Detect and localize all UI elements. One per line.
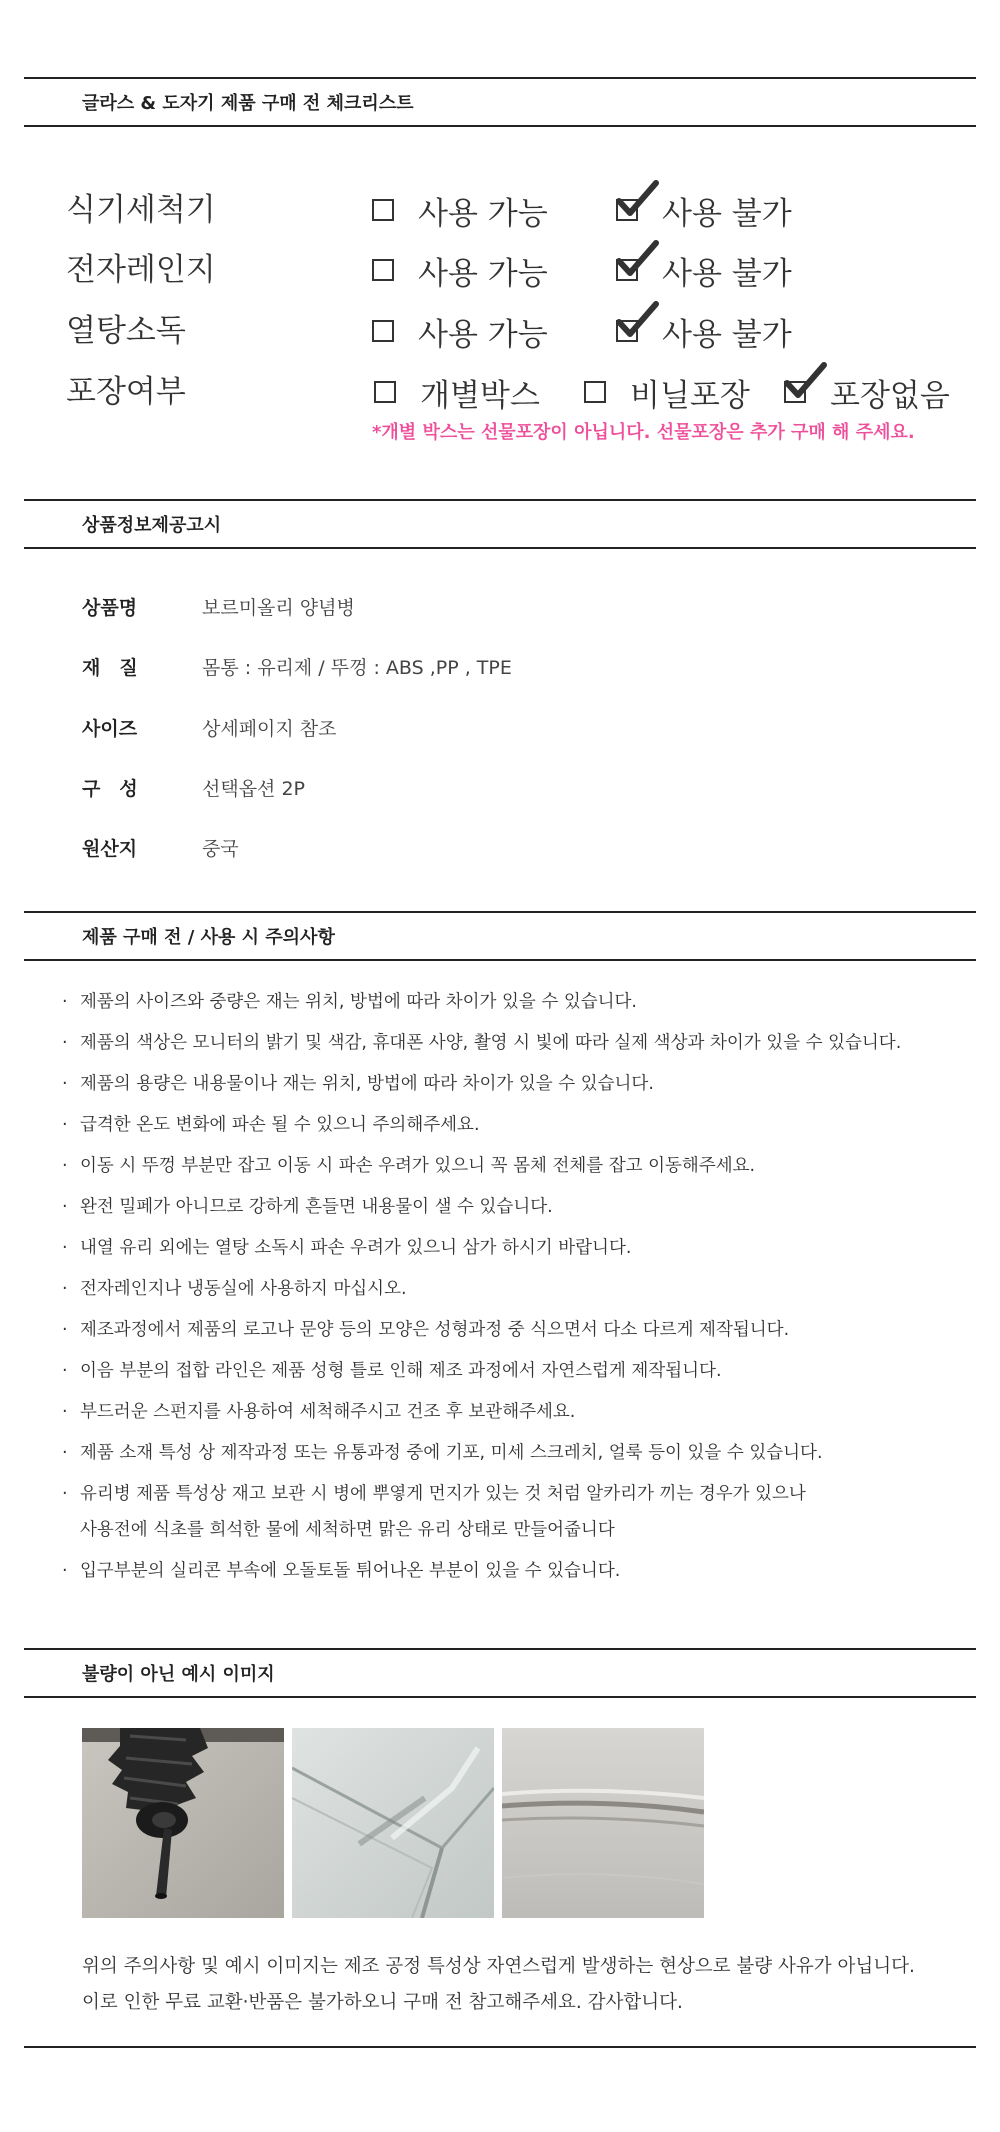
info-key: 구 성 — [82, 778, 138, 800]
checklist-label: 전자레인지 — [66, 252, 216, 288]
note-text: 제품의 색상은 모니터의 밝기 및 색감, 휴대폰 사양, 촬영 시 빛에 따라 실제 색상과 차이가 있을 수 있습니다. — [80, 1033, 902, 1053]
bullet: · — [62, 992, 68, 1012]
note-text: 유리병 제품 특성상 재고 보관 시 병에 뿌옇게 먼지가 있는 것 처럼 알카리가 끼는 경우가 있으나 — [80, 1484, 806, 1504]
bullet: · — [62, 1484, 68, 1504]
info-key: 사이즈 — [82, 718, 138, 740]
checklist-label: 열탕소독 — [66, 313, 186, 349]
bullet: · — [62, 1279, 68, 1299]
list-item — [60, 1234, 980, 1275]
option-label: 개별박스 — [420, 377, 540, 414]
list-item — [60, 1193, 980, 1234]
option-label: 사용 가능 — [418, 255, 548, 292]
note-text: 제품의 사이즈와 중량은 재는 위치, 방법에 따라 차이가 있을 수 있습니다. — [80, 992, 637, 1012]
info-header — [24, 499, 976, 549]
note-text: 내열 유리 외에는 열탕 소독시 파손 우려가 있으니 삼가 하시기 바랍니다. — [80, 1238, 632, 1258]
info-value: 몸통 : 유리제 / 뚜껑 : ABS ,PP , TPE — [202, 657, 512, 679]
bullet: · — [62, 1320, 68, 1340]
info-value: 선택옵션 2P — [202, 778, 306, 800]
option-box — [374, 367, 540, 417]
option-label: 사용 가능 — [418, 195, 548, 232]
notes-title: 제품 구매 전 / 사용 시 주의사항 — [82, 927, 335, 948]
checkbox-empty-icon — [372, 259, 394, 281]
checklist-header — [24, 77, 976, 127]
bullet: · — [62, 1156, 68, 1176]
note-text: 제품 소재 특성 상 제작과정 또는 유통과정 중에 기포, 미세 스크레치, 얼룩 등이 있을 수 있습니다. — [80, 1443, 823, 1463]
checkbox-checked-icon — [616, 199, 638, 221]
footer-line-1: 위의 주의사항 및 예시 이미지는 제조 공정 특성상 자연스럽게 발생하는 현상으로 불량 사유가 아닙니다. — [82, 1956, 915, 1977]
info-value: 중국 — [202, 838, 239, 860]
checklist-row-microwave — [0, 245, 1000, 295]
note-text: 부드러운 스펀지를 사용하여 세척해주시고 건조 후 보관해주세요. — [80, 1402, 576, 1422]
list-item — [60, 1316, 980, 1357]
info-row-composition — [0, 774, 1000, 804]
option-unusable — [616, 245, 792, 295]
packaging-note: *개별 박스는 선물포장이 아닙니다. 선물포장은 추가 구매 해 주세요. — [372, 422, 915, 443]
option-none — [784, 367, 950, 417]
info-row-size — [0, 714, 1000, 744]
list-item — [60, 1480, 980, 1516]
info-row-name — [0, 593, 1000, 623]
notes-header — [24, 911, 976, 961]
list-item-continuation — [60, 1516, 980, 1557]
bullet: · — [62, 1443, 68, 1463]
list-item — [60, 1111, 980, 1152]
checkbox-empty-icon — [374, 381, 396, 403]
option-label: 사용 가능 — [418, 316, 548, 353]
notes-list — [60, 988, 980, 1598]
bullet: · — [62, 1033, 68, 1053]
examples-header — [24, 1648, 976, 1698]
note-text: 전자레인지나 냉동실에 사용하지 마십시오. — [80, 1279, 407, 1299]
checklist-row-dishwasher — [0, 185, 1000, 235]
option-vinyl — [584, 367, 750, 417]
checklist-title: 글라스 & 도자기 제품 구매 전 체크리스트 — [82, 93, 414, 114]
checkbox-empty-icon — [372, 199, 394, 221]
checkbox-checked-icon — [616, 320, 638, 342]
bullet: · — [62, 1561, 68, 1581]
example-photo-glass-edge — [502, 1728, 704, 1918]
bullet: · — [62, 1402, 68, 1422]
option-label: 사용 불가 — [662, 195, 792, 232]
bullet: · — [62, 1197, 68, 1217]
examples-title: 불량이 아닌 예시 이미지 — [82, 1664, 275, 1685]
checklist-label: 포장여부 — [66, 374, 186, 410]
option-usable — [372, 306, 548, 356]
checkbox-checked-icon — [616, 259, 638, 281]
option-label: 사용 불가 — [662, 255, 792, 292]
checkbox-checked-icon — [784, 381, 806, 403]
info-row-material — [0, 653, 1000, 683]
info-key: 원산지 — [82, 838, 138, 860]
note-text: 제품의 용량은 내용물이나 재는 위치, 방법에 따라 차이가 있을 수 있습니다. — [80, 1074, 654, 1094]
info-value: 보르미올리 양념병 — [202, 597, 355, 619]
info-row-origin — [0, 834, 1000, 864]
checklist-row-boiling — [0, 306, 1000, 356]
list-item — [60, 1557, 980, 1598]
example-photo-spout — [82, 1728, 284, 1918]
checklist-label: 식기세척기 — [66, 192, 216, 228]
note-text: 이동 시 뚜껑 부분만 잡고 이동 시 파손 우려가 있으니 꼭 몸체 전체를 잡고 이동해주세요. — [80, 1156, 756, 1176]
option-unusable — [616, 185, 792, 235]
option-usable — [372, 185, 548, 235]
info-key: 재 질 — [82, 657, 138, 679]
list-item — [60, 988, 980, 1029]
bullet: · — [62, 1115, 68, 1135]
info-key: 상품명 — [82, 597, 138, 619]
bullet: · — [62, 1361, 68, 1381]
bullet: · — [62, 1238, 68, 1258]
list-item — [60, 1152, 980, 1193]
bullet: · — [62, 1074, 68, 1094]
note-text: 사용전에 식초를 희석한 물에 세척하면 맑은 유리 상태로 만들어줍니다 — [80, 1520, 615, 1540]
note-text: 급격한 온도 변화에 파손 될 수 있으니 주의해주세요. — [80, 1115, 480, 1135]
footer-line-2: 이로 인한 무료 교환·반품은 불가하오니 구매 전 참고해주세요. 감사합니다. — [82, 1992, 683, 2013]
list-item — [60, 1439, 980, 1480]
list-item — [60, 1398, 980, 1439]
option-unusable — [616, 306, 792, 356]
checkbox-empty-icon — [584, 381, 606, 403]
option-label: 포장없음 — [830, 377, 950, 414]
checklist-row-packaging — [0, 367, 1000, 417]
note-text: 입구부분의 실리콘 부속에 오돌토돌 튀어나온 부분이 있을 수 있습니다. — [80, 1561, 621, 1581]
list-item — [60, 1029, 980, 1070]
bottom-divider — [24, 2046, 976, 2048]
option-label: 사용 불가 — [662, 316, 792, 353]
note-text: 완전 밀페가 아니므로 강하게 흔들면 내용물이 샐 수 있습니다. — [80, 1197, 553, 1217]
checkbox-empty-icon — [372, 320, 394, 342]
list-item — [60, 1070, 980, 1111]
note-text: 제조과정에서 제품의 로고나 문양 등의 모양은 성형과정 중 식으면서 다소 다르게 제작됩니다. — [80, 1320, 790, 1340]
option-label: 비닐포장 — [630, 377, 750, 414]
info-value: 상세페이지 참조 — [202, 718, 337, 740]
note-text: 이음 부분의 접합 라인은 제품 성형 틀로 인해 제조 과정에서 자연스럽게 제작됩니다. — [80, 1361, 722, 1381]
option-usable — [372, 245, 548, 295]
list-item — [60, 1275, 980, 1316]
info-title: 상품정보제공고시 — [82, 515, 222, 536]
list-item — [60, 1357, 980, 1398]
example-photo-glass-corner — [292, 1728, 494, 1918]
